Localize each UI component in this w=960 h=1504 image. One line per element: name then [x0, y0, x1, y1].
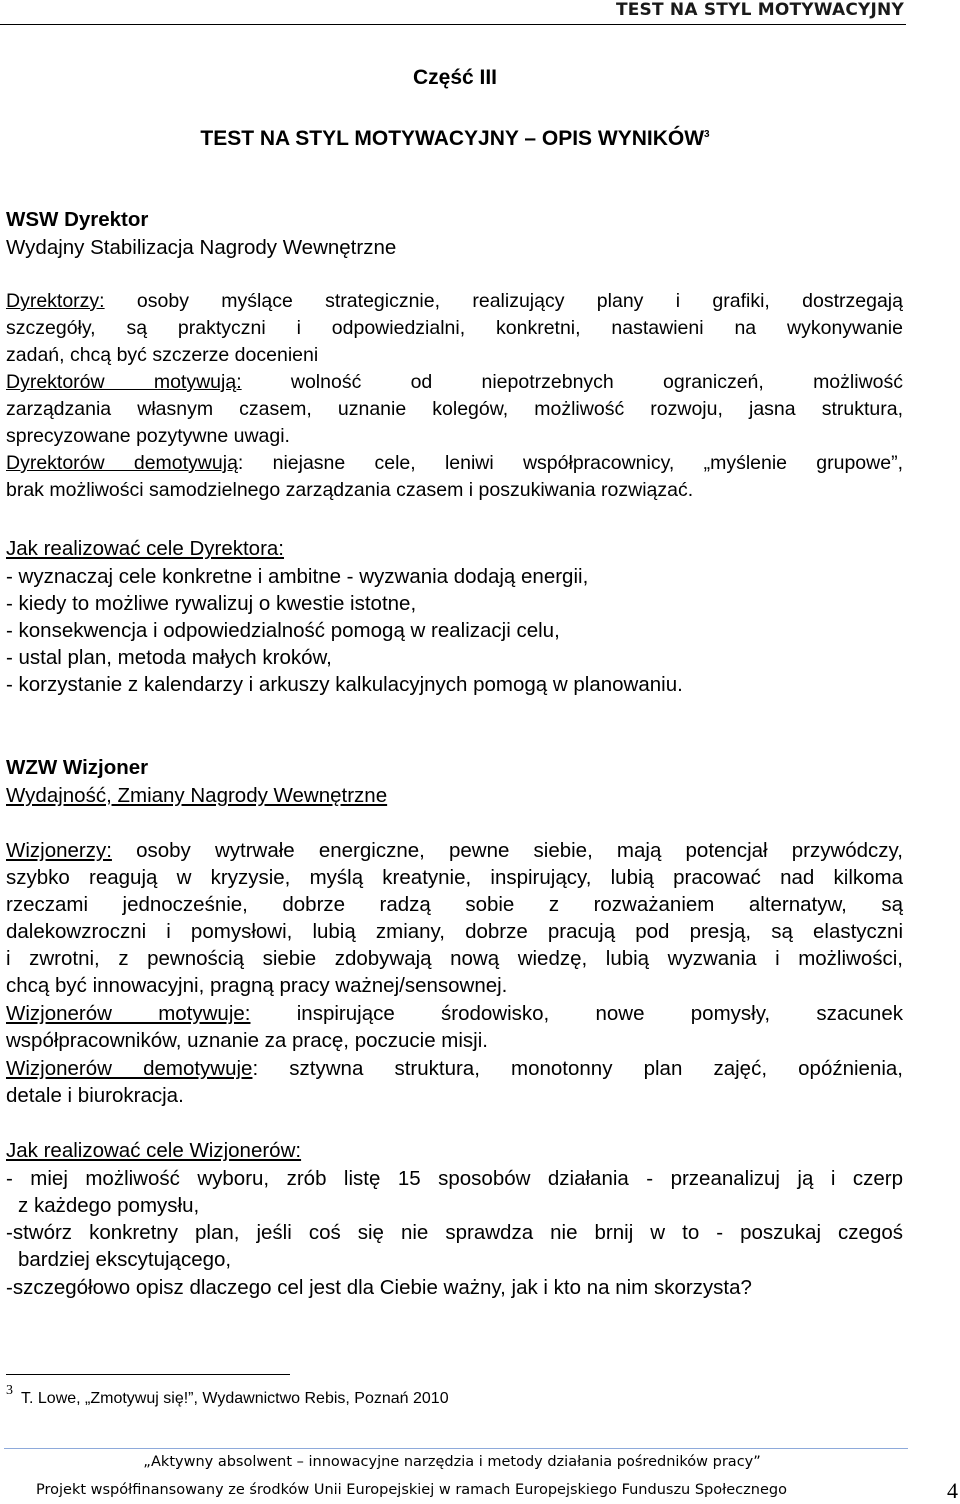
dyrektor-line-4: Dyrektorów motywują: wolność od niepotrzebnych ograniczeń, możliwość — [6, 371, 903, 393]
dyrektor-line-5: zarządzania własnym czasem, uznanie kolegów, możliwość rozwoju, jasna struktura, — [6, 398, 903, 420]
wizjoner-subtitle-text: Wydajność, Zmiany Nagrody Wewnętrzne — [6, 784, 388, 807]
dyrektor-how-2: - kiedy to możliwe rywalizuj o kwestie istotne, — [6, 592, 417, 615]
running-header: TEST NA STYL MOTYWACYJNY — [615, 0, 904, 20]
wizjoner-how-2-cont: bardziej ekscytującego, — [18, 1248, 232, 1271]
wizjoner-how-title — [6, 1137, 903, 1164]
wizjonerzy-label: Wizjonerzy: — [6, 839, 112, 862]
footnote-rule — [6, 1374, 290, 1375]
page-number: 4 — [947, 1478, 958, 1503]
dyrektor-line-2: szczegóły, są praktyczni i odpowiedzialni, konkretni, nastawieni na wykonywanie — [6, 317, 903, 339]
footnote-number: 3 — [6, 1383, 13, 1398]
document-heading — [0, 127, 910, 151]
demotywuja-label: Dyrektorów demotywują — [6, 452, 238, 474]
part-title: Część III — [412, 66, 498, 89]
dyrektor-line-3: zadań, chcą być szczerze docenieni — [6, 344, 319, 366]
wizjoner-line-1: Wizjonerzy: osoby wytrwałe energiczne, pewne siebie, mają potencjał przywódczy, — [6, 839, 903, 862]
wizjoner-line-9: Wizjonerów demotywuje: sztywna struktura, monotonny plan zajęć, opóźnienia, — [6, 1057, 904, 1080]
wizjoner-line-7: Wizjonerów motywuje: inspirujące środowisko, nowe pomysły, szacunek — [6, 1002, 903, 1025]
dyrektor-how-title — [6, 535, 903, 562]
dyrektor-line-8: brak możliwości samodzielnego zarządzania czasem i poszukiwania rozwiązać. — [6, 479, 694, 501]
footnote-text: T. Lowe, „Zmotywuj się!”, Wydawnictwo Rebis, Poznań 2010 — [21, 1390, 449, 1407]
footer-rule — [4, 1448, 908, 1449]
wizjoner-how-3: -szczegółowo opisz dlaczego cel jest dla Ciebie ważny, jak i kto na nim skorzysta? — [6, 1276, 752, 1299]
wizjoner-how-title-text: Jak realizować cele Wizjonerów: — [6, 1139, 302, 1162]
dyrektor-label: Dyrektorzy: — [6, 290, 105, 312]
heading-footnote-ref: 3 — [704, 129, 710, 140]
wizjoner-line-2: szybko reagują w kryzysie, myślą kreatynie, inspirujący, lubią pracować nad kilkoma — [6, 866, 903, 889]
dyrektor-how-1: - wyznaczaj cele konkretne i ambitne - wyzwania dodają energii, — [6, 565, 589, 588]
dyrektor-line-7: Dyrektorów demotywują: niejasne cele, leniwi współpracownicy, „myślenie grupowe”, — [6, 452, 903, 474]
section-dyrektor-subtitle: Wydajny Stabilizacja Nagrody Wewnętrzne — [6, 236, 397, 259]
wizjoner-line-6: chcą być innowacyjni, pragną pracy ważnej/sensownej. — [6, 974, 508, 997]
wizjoner-how-1: - miej możliwość wyboru, zrób listę 15 sposobów działania - przeanalizuj ją i czerp — [6, 1167, 903, 1190]
footer-project-title: „Aktywny absolwent – innowacyjne narzędzia i metody działania pośredników pracy” — [143, 1454, 761, 1470]
wizjoner-line-5: i zwrotni, z pewnością siebie zdobywają nową wiedzę, lubią wyzwania i możliwości, — [6, 947, 903, 970]
dyrektor-how-3: - konsekwencja i odpowiedzialność pomogą w realizacji celu, — [6, 619, 560, 642]
section-wizjoner-title: WZW Wizjoner — [6, 756, 149, 779]
section-wizjoner-subtitle — [6, 782, 903, 809]
wizjoner-line-10: detale i biurokracja. — [6, 1084, 184, 1107]
heading-text: TEST NA STYL MOTYWACYJNY – OPIS WYNIKÓW — [200, 127, 705, 150]
footer-funding-note: Projekt współfinansowany ze środków Unii Europejskiej w ramach Europejskiego Funduszu Społecznego — [36, 1482, 787, 1498]
wizjoner-motywuje-label: Wizjonerów motywuje: — [6, 1002, 251, 1025]
wizjoner-how-1-cont: z każdego pomysłu, — [18, 1194, 200, 1217]
wizjoner-line-4: dalekowzroczni i pomysłowi, lubią zmiany, dobrze pracują pod presją, są elastyczni — [6, 920, 903, 943]
motywuja-label: Dyrektorów motywują: — [6, 371, 242, 393]
dyrektor-line-1: Dyrektorzy: osoby myślące strategicznie, realizujący plany i grafiki, dostrzegają — [6, 290, 903, 312]
wizjoner-demotywuje-label: Wizjonerów demotywuje — [6, 1057, 253, 1080]
dyrektor-how-4: - ustal plan, metoda małych kroków, — [6, 646, 332, 669]
dyrektor-line-6: sprecyzowane pozytywne uwagi. — [6, 425, 290, 447]
dyrektor-how-5: - korzystanie z kalendarzy i arkuszy kalkulacyjnych pomogą w planowaniu. — [6, 673, 683, 696]
wizjoner-line-3: rzeczami jednocześnie, dobrze radzą sobie z rozważaniem alternatyw, są — [6, 893, 903, 916]
wizjoner-line-8: współpracowników, uznanie za pracę, poczucie misji. — [6, 1029, 488, 1052]
header-rule — [0, 24, 906, 25]
section-dyrektor-title: WSW Dyrektor — [6, 208, 149, 231]
dyrektor-how-title-text: Jak realizować cele Dyrektora: — [6, 537, 284, 560]
wizjoner-how-2: -stwórz konkretny plan, jeśli coś się nie sprawdza nie brnij w to - poszukaj czegoś — [6, 1221, 903, 1244]
